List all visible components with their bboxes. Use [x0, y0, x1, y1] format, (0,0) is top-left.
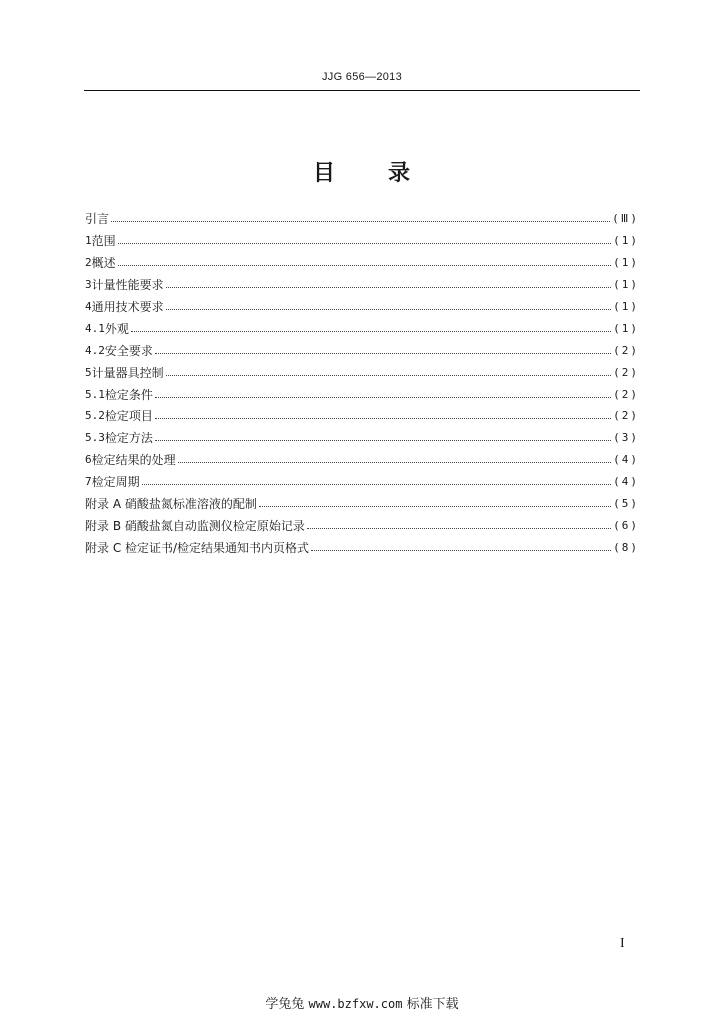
title-part-2: 录 [388, 161, 412, 186]
toc-entry-6[interactable] [85, 449, 639, 471]
toc-leader-dots [131, 319, 611, 332]
toc-page-number: (8) [613, 540, 639, 554]
toc-page-number: (1) [613, 300, 639, 313]
toc-entry-4-2[interactable] [85, 339, 639, 361]
toc-title: 检定条件 [104, 387, 153, 402]
toc-title: 安全要求 [104, 343, 153, 358]
table-of-contents [85, 208, 639, 558]
title-part-1: 目 [312, 161, 336, 186]
toc-number: 4 [85, 300, 92, 313]
toc-number: 3 [85, 278, 92, 292]
toc-leader-dots [166, 363, 611, 376]
toc-page-number: (1) [613, 321, 639, 335]
toc-title: 检定结果的处理 [91, 453, 176, 468]
toc-title: 检定方法 [104, 431, 153, 446]
toc-number: 4.2 [85, 343, 105, 357]
toc-number: 1 [85, 234, 92, 248]
toc-entry-7[interactable] [85, 471, 639, 493]
page-number: I [620, 936, 625, 951]
toc-entry-foreword[interactable] [85, 208, 639, 230]
toc-leader-dots [155, 385, 611, 398]
toc-leader-dots [118, 253, 611, 266]
page-title [0, 156, 724, 187]
toc-page-number: (5) [613, 497, 639, 511]
toc-title: 附录 B 硝酸盐氮自动监测仪检定原始记录 [85, 518, 305, 533]
toc-entry-1[interactable] [85, 230, 639, 252]
toc-title: 引言 [85, 212, 110, 227]
toc-leader-dots [118, 231, 611, 244]
toc-title: 检定项目 [104, 409, 153, 424]
toc-leader-dots [155, 406, 611, 419]
toc-title: 附录 A 硝酸盐氮标准溶液的配制 [85, 497, 257, 512]
toc-page-number: (2) [613, 343, 639, 357]
toc-page-number: (2) [613, 409, 639, 423]
toc-number: 7 [85, 475, 92, 489]
toc-entry-4[interactable] [85, 296, 639, 318]
toc-leader-dots [178, 450, 611, 463]
toc-page-number: (4) [613, 475, 639, 489]
toc-number: 5 [85, 365, 92, 379]
toc-page-number: (1) [613, 256, 639, 270]
toc-page-number: (6) [613, 518, 639, 532]
toc-leader-dots [142, 472, 611, 485]
toc-entry-appendix-c[interactable] [85, 536, 639, 558]
toc-leader-dots [166, 275, 611, 288]
toc-entry-appendix-a[interactable] [85, 493, 639, 515]
toc-number: 5.3 [85, 431, 105, 445]
toc-page-number: (1) [613, 278, 639, 292]
toc-title: 概述 [91, 256, 116, 271]
toc-title: 外观 [104, 321, 129, 336]
toc-page-number: (2) [613, 387, 639, 401]
footer-site-name: 学兔兔 [265, 997, 305, 1012]
toc-entry-5-2[interactable] [85, 405, 639, 427]
toc-entry-5[interactable] [85, 361, 639, 383]
toc-title: 检定周期 [91, 475, 140, 490]
toc-title: 范围 [91, 234, 116, 249]
footer-watermark [0, 993, 724, 1012]
toc-number: 6 [85, 453, 92, 467]
toc-page-number: (2) [613, 365, 639, 379]
toc-title: 附录 C 检定证书/检定结果通知书内页格式 [85, 540, 310, 555]
toc-number: 4.1 [85, 321, 105, 335]
toc-number: 2 [85, 256, 92, 270]
toc-page-number: (3) [613, 431, 639, 445]
toc-page-number: (1) [613, 234, 639, 248]
toc-title: 通用技术要求 [91, 300, 164, 314]
footer-url-link[interactable]: www.bzfxw.com [308, 997, 403, 1011]
toc-leader-dots [155, 428, 611, 441]
toc-title: 计量性能要求 [91, 278, 164, 293]
toc-page-number: (4) [613, 453, 639, 467]
toc-title: 计量器具控制 [91, 365, 164, 380]
toc-number: 5.2 [85, 409, 105, 423]
toc-leader-dots [311, 538, 611, 551]
toc-leader-dots [111, 209, 610, 222]
toc-entry-2[interactable] [85, 252, 639, 274]
toc-entry-5-1[interactable] [85, 383, 639, 405]
toc-page-number: (Ⅲ) [612, 212, 639, 226]
toc-entry-5-3[interactable] [85, 427, 639, 449]
toc-leader-dots [155, 341, 611, 354]
toc-leader-dots [307, 516, 611, 529]
standard-code: JJG 656—2013 [321, 71, 403, 83]
toc-entry-3[interactable] [85, 274, 639, 296]
toc-number: 5.1 [85, 387, 105, 401]
footer-suffix: 标准下载 [406, 997, 459, 1012]
toc-leader-dots [259, 494, 611, 507]
toc-entry-appendix-b[interactable] [85, 514, 639, 536]
toc-entry-4-1[interactable] [85, 317, 639, 339]
header-rule [84, 90, 640, 91]
toc-leader-dots [166, 297, 611, 310]
